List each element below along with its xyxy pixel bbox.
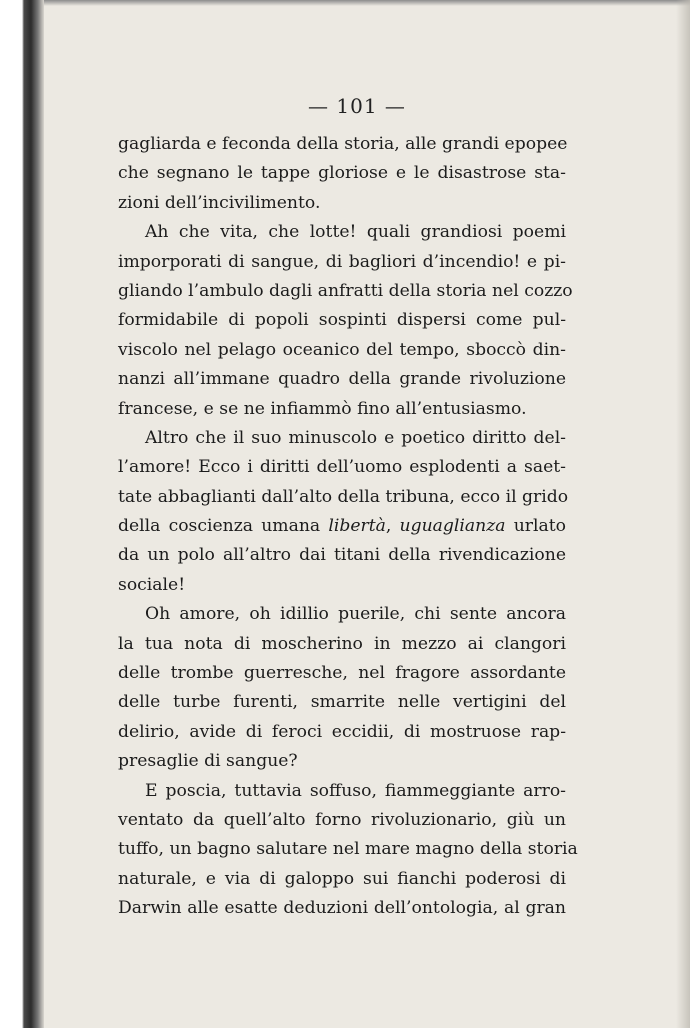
text-segment: della coscienza umana [118,516,329,537]
text-line: delle trombe guerresche, nel fragore assordante [118,663,566,684]
text-line: Oh amore, oh idillio puerile, chi sente ancora [145,604,566,625]
text-line: francese, e se ne infiammò fino all’entusiasmo. [118,398,527,419]
text-line: imporporati di sangue, di bagliori d’incendio! e pi- [118,251,566,272]
text-line: ventato da quell’alto forno rivoluzionario, giù un [118,809,566,830]
text-line: l’amore! Ecco i diritti dell’uomo esplodenti a saet- [118,457,566,478]
text-line: gliando l’ambulo dagli anfratti della storia nel cozzo [118,280,573,301]
text-line: la tua nota di moscherino in mezzo ai clangori [118,633,566,654]
page-number: — 101 — [308,94,406,118]
text-line: delirio, avide di feroci eccidii, di mostruose rap- [118,721,566,742]
text-line: Darwin alle esatte deduzioni dell’ontologia, al gran [118,898,566,919]
italic-word-liberta: libertà [328,516,386,537]
page-right-shadow [676,0,690,1028]
text-line: E poscia, tuttavia soffuso, fiammeggiante arro- [145,780,566,801]
text-line: viscolo nel pelago oceanico del tempo, sboccò din- [118,339,566,360]
text-line: tate abbaglianti dall’alto della tribuna, ecco il grido [118,486,569,507]
text-line: presaglie di sangue? [118,751,298,772]
text-segment: urlato [505,516,566,537]
text-segment: , [385,516,400,537]
text-line: formidabile di popoli sospinti dispersi come pul- [118,310,566,331]
text-line: delle turbe furenti, smarrite nelle vertigini del [118,692,566,713]
text-line: nanzi all’immane quadro della grande rivoluzione [118,369,566,390]
text-line: gagliarda e feconda della storia, alle grandi epopee [118,134,568,154]
text-line: Altro che il suo minuscolo e poetico diritto del- [145,427,566,448]
text-line: naturale, e via di galoppo sui fianchi poderosi di [118,868,566,889]
text-line: tuffo, un bagno salutare nel mare magno della storia [118,839,578,860]
italic-word-uguaglianza: uguaglianza [399,516,506,537]
text-line: Ah che vita, che lotte! quali grandiosi poemi [145,222,566,243]
body-text [118,130,578,924]
text-line: zioni dell’incivilimento. [118,192,321,213]
page-binding-edge [0,0,44,1028]
text-line: sociale! [118,574,186,595]
page-top-edge [44,0,690,6]
text-line: da un polo all’altro dai titani della rivendicazione [118,545,566,566]
text-line: che segnano le tappe gloriose e le disastrose sta- [118,163,566,184]
text-line-with-italics [118,512,566,541]
